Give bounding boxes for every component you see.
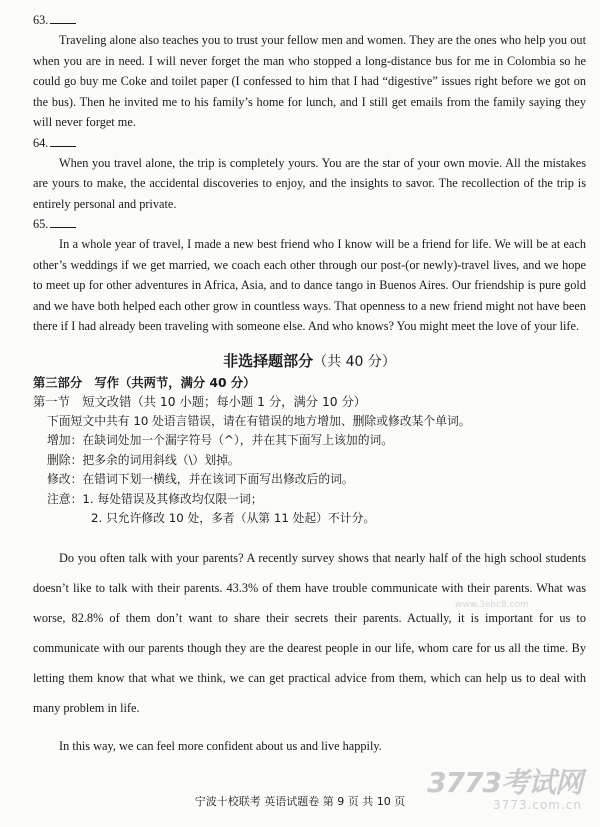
instruction-delete: 删除：把多余的词用斜线（\）划掉。 xyxy=(47,452,240,467)
section-points: （共 40 分） xyxy=(313,353,396,370)
answer-blank[interactable] xyxy=(50,11,76,24)
question-65 xyxy=(33,214,586,234)
faint-watermark-url: www.3ebc8.com xyxy=(455,600,529,610)
paragraph-63: Traveling alone also teaches you to trust your fellow men and women. They are the ones who help you out when you are in need. I will never forget the man who stopped a long-distance bus for me in Colombia so he could go buy me Coke and toilet paper (I confessed to him that I had “digestive” issues right before we got on the bus). Then he invited me to his family’s home for lunch, and I still get emails from the family saying they will never forget me. xyxy=(33,33,586,129)
essay-paragraph-1: Do you often talk with your parents? A recently survey shows that nearly half of the high school students doesn’t like to talk with their parents. 43.3% of them have trouble communicate with their parents. What was worse, 82.8% of them don’t want to share their secrets their parents. Actually, it is important for us to communicate with our parents though they are the dearest people in our life, whom care for us all the time. By letting them know that what we think, we can get practical advice from them, which can help us to deal with many problem in life. xyxy=(33,550,586,715)
section-1-heading: 第一节 短文改错（共 10 小题；每小题 1 分，满分 10 分） xyxy=(33,394,367,409)
instruction-modify: 修改：在错词下划一横线，并在该词下面写出修改后的词。 xyxy=(47,472,354,486)
watermark-url: 3773.com.cn xyxy=(493,798,582,812)
exam-page xyxy=(33,10,586,761)
part-3-heading: 第三部分 写作（共两节，满分 40 分） xyxy=(33,375,256,390)
instruction-intro: 下面短文中共有 10 处语言错误，请在有错误的地方增加、删除或修改某个单词。 xyxy=(47,413,471,428)
question-64 xyxy=(33,133,586,153)
answer-blank[interactable] xyxy=(50,215,76,228)
answer-blank[interactable] xyxy=(50,134,76,147)
question-number: 65. xyxy=(33,217,49,231)
paragraph-65: In a whole year of travel, I made a new best friend who I know will be a friend for life. We will be at each other’s weddings if we get married, we coach each other through our post-(or newly)-travel lives, and we hope to meet up for other adventures in Africa, Asia, and to dance tango in Buenos Aires. Our friendship is pure gold and we have both helped each other grow in countless ways. That openness to a new friend might not have been there if I had already been traveling with someone else. And who knows? You might meet the love of your life. xyxy=(33,237,586,333)
page-footer: 宁波十校联考 英语试题卷 第 9 页 共 10 页 xyxy=(194,795,406,808)
question-number: 64. xyxy=(33,135,49,150)
instruction-note-2: 2. 只允许修改 10 处，多者（从第 11 处起）不计分。 xyxy=(91,511,376,525)
paragraph-64: When you travel alone, the trip is completely yours. You are the star of your own movie. All the mistakes are yours to make, the accidental discoveries to enjoy, and the insights to savor. The recollection of the trip is entirely personal and private. xyxy=(33,155,586,211)
watermark-logo: 3773考试网 xyxy=(427,766,582,799)
essay-paragraph-2: In this way, we can feel more confident about us and live happily. xyxy=(59,738,382,753)
question-number: 63. xyxy=(33,13,49,27)
instruction-note-1: 注意：1. 每处错误及其修改均仅限一词； xyxy=(47,491,263,506)
section-title-text: 非选择题部分 xyxy=(223,351,314,370)
watermark xyxy=(427,768,582,812)
question-63 xyxy=(33,10,586,30)
instruction-add: 增加：在缺词处加一个漏字符号（^），并在其下面写上该加的词。 xyxy=(47,433,394,447)
section-title xyxy=(33,350,586,371)
